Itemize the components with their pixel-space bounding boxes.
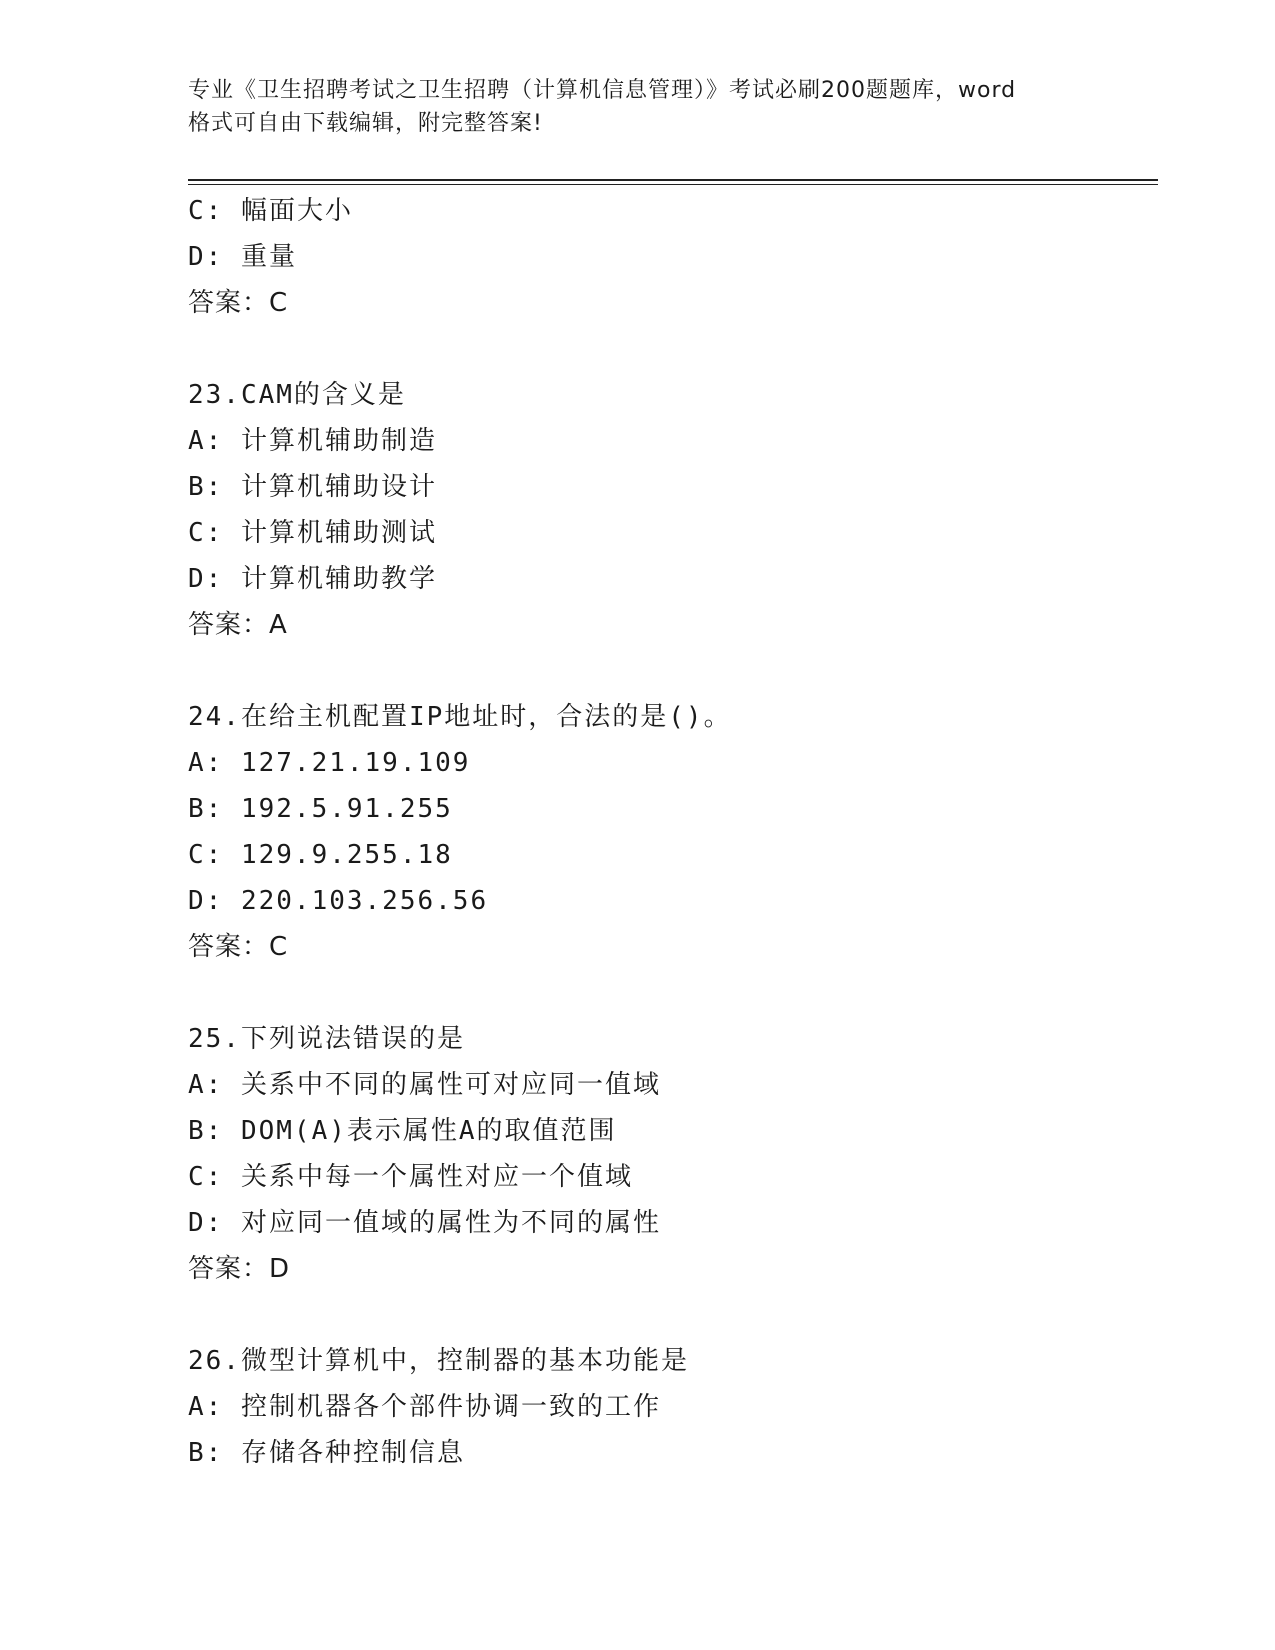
option-c: C: 129.9.255.18 bbox=[188, 840, 453, 870]
option-a: A: 控制机器各个部件协调一致的工作 bbox=[188, 1392, 661, 1422]
option-c: C: 幅面大小 bbox=[188, 196, 353, 226]
option-b: B: 存储各种控制信息 bbox=[188, 1438, 465, 1468]
question-stem: 23.CAM的含义是 bbox=[188, 380, 406, 410]
option-c: C: 计算机辅助测试 bbox=[188, 518, 437, 548]
header-rule-thin bbox=[188, 184, 1158, 185]
answer-line: 答案：C bbox=[188, 288, 289, 318]
spacer bbox=[188, 326, 1148, 372]
option-d: D: 220.103.256.56 bbox=[188, 886, 489, 916]
answer-line: 答案：D bbox=[188, 1254, 291, 1284]
header-line-1: 专业《卫生招聘考试之卫生招聘（计算机信息管理）》考试必刷200题题库，word bbox=[188, 78, 1017, 103]
option-a: A: 计算机辅助制造 bbox=[188, 426, 437, 456]
option-d: D: 对应同一值域的属性为不同的属性 bbox=[188, 1208, 661, 1238]
option-a: A: 关系中不同的属性可对应同一值域 bbox=[188, 1070, 661, 1100]
question-stem: 24.在给主机配置IP地址时，合法的是()。 bbox=[188, 702, 732, 732]
header-rule-thick bbox=[188, 179, 1158, 181]
option-b: B: DOM(A)表示属性A的取值范围 bbox=[188, 1116, 617, 1146]
document-header bbox=[188, 74, 1088, 140]
spacer bbox=[188, 1292, 1148, 1338]
answer-line: 答案：C bbox=[188, 932, 289, 962]
option-b: B: 192.5.91.255 bbox=[188, 794, 453, 824]
option-a: A: 127.21.19.109 bbox=[188, 748, 471, 778]
option-d: D: 重量 bbox=[188, 242, 297, 272]
spacer bbox=[188, 648, 1148, 694]
option-b: B: 计算机辅助设计 bbox=[188, 472, 437, 502]
question-stem: 26.微型计算机中，控制器的基本功能是 bbox=[188, 1346, 689, 1376]
question-list bbox=[188, 188, 1148, 1476]
option-c: C: 关系中每一个属性对应一个值域 bbox=[188, 1162, 633, 1192]
header-line-2: 格式可自由下载编辑，附完整答案! bbox=[188, 111, 543, 136]
option-d: D: 计算机辅助教学 bbox=[188, 564, 437, 594]
question-stem: 25.下列说法错误的是 bbox=[188, 1024, 465, 1054]
answer-line: 答案：A bbox=[188, 610, 288, 640]
spacer bbox=[188, 970, 1148, 1016]
